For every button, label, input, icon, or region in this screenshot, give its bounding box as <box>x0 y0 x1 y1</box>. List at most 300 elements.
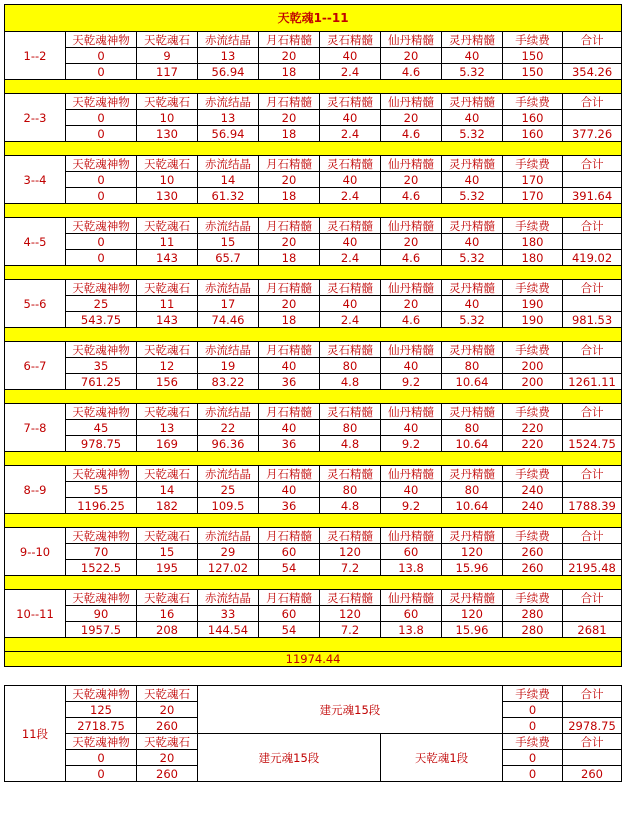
level-cost-cell[interactable]: 56.94 <box>198 64 259 80</box>
column-header[interactable]: 月石精髓 <box>259 280 320 296</box>
bottom-cell[interactable]: 260 <box>137 718 198 734</box>
level-qty-cell[interactable]: 40 <box>320 110 381 126</box>
level-qty-cell[interactable]: 55 <box>66 482 137 498</box>
level-cost-cell[interactable]: 4.8 <box>320 498 381 514</box>
column-header[interactable]: 合计 <box>563 218 622 234</box>
level-cost-cell[interactable]: 9.2 <box>381 498 442 514</box>
level-qty-cell[interactable] <box>563 358 622 374</box>
column-header[interactable]: 赤流结晶 <box>198 342 259 358</box>
level-cost-cell[interactable]: 150 <box>503 64 563 80</box>
level-cost-cell[interactable]: 7.2 <box>320 622 381 638</box>
level-cost-cell[interactable]: 4.6 <box>381 188 442 204</box>
column-header[interactable]: 赤流结晶 <box>198 218 259 234</box>
level-cost-cell[interactable]: 0 <box>66 188 137 204</box>
level-qty-cell[interactable]: 80 <box>442 482 503 498</box>
level-qty-cell[interactable]: 240 <box>503 482 563 498</box>
level-qty-cell[interactable]: 20 <box>259 234 320 250</box>
level-qty-cell[interactable]: 260 <box>503 544 563 560</box>
column-header[interactable]: 合计 <box>563 466 622 482</box>
column-header[interactable]: 天乾魂石 <box>137 404 198 420</box>
level-cost-cell[interactable]: 391.64 <box>563 188 622 204</box>
level-qty-cell[interactable]: 40 <box>442 296 503 312</box>
bottom-header-cell[interactable]: 天乾魂神物 <box>66 734 137 750</box>
level-cost-cell[interactable]: 978.75 <box>66 436 137 452</box>
level-cost-cell[interactable]: 419.02 <box>563 250 622 266</box>
level-cost-cell[interactable]: 4.8 <box>320 436 381 452</box>
column-header[interactable]: 灵丹精髓 <box>442 280 503 296</box>
column-header[interactable]: 天乾魂神物 <box>66 466 137 482</box>
column-header[interactable]: 月石精髓 <box>259 218 320 234</box>
column-header[interactable]: 灵石精髓 <box>320 218 381 234</box>
level-label[interactable]: 5--6 <box>5 280 66 328</box>
level-cost-cell[interactable]: 200 <box>503 374 563 390</box>
level-cost-cell[interactable]: 1788.39 <box>563 498 622 514</box>
level-cost-cell[interactable]: 761.25 <box>66 374 137 390</box>
column-header[interactable]: 仙丹精髓 <box>381 528 442 544</box>
bottom-cell[interactable]: 0 <box>503 750 563 766</box>
bottom-cell[interactable]: 0 <box>503 766 563 782</box>
column-header[interactable]: 赤流结晶 <box>198 94 259 110</box>
level-qty-cell[interactable]: 40 <box>259 482 320 498</box>
level-cost-cell[interactable]: 18 <box>259 250 320 266</box>
level-qty-cell[interactable]: 200 <box>503 358 563 374</box>
level-cost-cell[interactable]: 156 <box>137 374 198 390</box>
column-header[interactable]: 天乾魂神物 <box>66 32 137 48</box>
bottom-mid-bottom-right-label[interactable]: 天乾魂1段 <box>381 734 503 782</box>
level-label[interactable]: 4--5 <box>5 218 66 266</box>
column-header[interactable]: 灵丹精髓 <box>442 342 503 358</box>
level-qty-cell[interactable]: 22 <box>198 420 259 436</box>
level-cost-cell[interactable]: 56.94 <box>198 126 259 142</box>
level-label[interactable]: 2--3 <box>5 94 66 142</box>
bottom-mid-top-label[interactable]: 建元魂15段 <box>198 686 503 734</box>
level-qty-cell[interactable]: 40 <box>442 234 503 250</box>
column-header[interactable]: 天乾魂石 <box>137 590 198 606</box>
column-header[interactable]: 仙丹精髓 <box>381 280 442 296</box>
level-qty-cell[interactable]: 40 <box>381 420 442 436</box>
level-cost-cell[interactable]: 74.46 <box>198 312 259 328</box>
column-header[interactable]: 天乾魂石 <box>137 342 198 358</box>
column-header[interactable]: 月石精髓 <box>259 466 320 482</box>
column-header[interactable]: 天乾魂神物 <box>66 528 137 544</box>
column-header[interactable]: 灵石精髓 <box>320 32 381 48</box>
level-qty-cell[interactable] <box>563 420 622 436</box>
column-header[interactable]: 赤流结晶 <box>198 280 259 296</box>
level-qty-cell[interactable]: 10 <box>137 110 198 126</box>
bottom-header-cell[interactable]: 天乾魂石 <box>137 734 198 750</box>
level-qty-cell[interactable]: 10 <box>137 172 198 188</box>
level-cost-cell[interactable]: 1524.75 <box>563 436 622 452</box>
column-header[interactable]: 仙丹精髓 <box>381 466 442 482</box>
column-header[interactable]: 手续费 <box>503 218 563 234</box>
level-cost-cell[interactable]: 83.22 <box>198 374 259 390</box>
column-header[interactable]: 灵石精髓 <box>320 590 381 606</box>
level-qty-cell[interactable]: 40 <box>259 358 320 374</box>
level-qty-cell[interactable]: 40 <box>381 482 442 498</box>
level-qty-cell[interactable]: 15 <box>198 234 259 250</box>
level-qty-cell[interactable]: 9 <box>137 48 198 64</box>
column-header[interactable]: 合计 <box>563 280 622 296</box>
level-label[interactable]: 7--8 <box>5 404 66 452</box>
level-qty-cell[interactable]: 120 <box>320 544 381 560</box>
column-header[interactable]: 灵丹精髓 <box>442 590 503 606</box>
level-qty-cell[interactable]: 40 <box>320 48 381 64</box>
level-cost-cell[interactable]: 5.32 <box>442 312 503 328</box>
bottom-cell[interactable]: 2978.75 <box>563 718 622 734</box>
level-cost-cell[interactable]: 15.96 <box>442 622 503 638</box>
level-cost-cell[interactable]: 143 <box>137 250 198 266</box>
bottom-sum-header[interactable]: 合计 <box>563 734 622 750</box>
level-cost-cell[interactable]: 65.7 <box>198 250 259 266</box>
level-qty-cell[interactable]: 25 <box>66 296 137 312</box>
level-cost-cell[interactable]: 130 <box>137 188 198 204</box>
level-qty-cell[interactable]: 170 <box>503 172 563 188</box>
column-header[interactable]: 天乾魂石 <box>137 280 198 296</box>
column-header[interactable]: 合计 <box>563 528 622 544</box>
level-cost-cell[interactable]: 354.26 <box>563 64 622 80</box>
level-qty-cell[interactable]: 60 <box>381 544 442 560</box>
bottom-cell[interactable]: 0 <box>503 702 563 718</box>
column-header[interactable]: 灵石精髓 <box>320 404 381 420</box>
level-label[interactable]: 1--2 <box>5 32 66 80</box>
level-qty-cell[interactable] <box>563 606 622 622</box>
bottom-cell[interactable]: 260 <box>563 766 622 782</box>
level-qty-cell[interactable]: 80 <box>320 482 381 498</box>
level-qty-cell[interactable]: 20 <box>381 172 442 188</box>
level-qty-cell[interactable]: 15 <box>137 544 198 560</box>
level-qty-cell[interactable]: 12 <box>137 358 198 374</box>
level-qty-cell[interactable]: 180 <box>503 234 563 250</box>
column-header[interactable]: 天乾魂神物 <box>66 342 137 358</box>
bottom-cell[interactable] <box>563 750 622 766</box>
level-qty-cell[interactable]: 80 <box>442 420 503 436</box>
column-header[interactable]: 灵丹精髓 <box>442 404 503 420</box>
level-qty-cell[interactable]: 220 <box>503 420 563 436</box>
column-header[interactable]: 手续费 <box>503 32 563 48</box>
level-cost-cell[interactable]: 54 <box>259 560 320 576</box>
column-header[interactable]: 灵丹精髓 <box>442 156 503 172</box>
level-label[interactable]: 9--10 <box>5 528 66 576</box>
column-header[interactable]: 月石精髓 <box>259 404 320 420</box>
level-qty-cell[interactable]: 40 <box>320 172 381 188</box>
level-qty-cell[interactable]: 13 <box>137 420 198 436</box>
level-cost-cell[interactable]: 169 <box>137 436 198 452</box>
level-cost-cell[interactable]: 5.32 <box>442 126 503 142</box>
level-cost-cell[interactable]: 4.6 <box>381 64 442 80</box>
column-header[interactable]: 灵丹精髓 <box>442 218 503 234</box>
column-header[interactable]: 灵石精髓 <box>320 342 381 358</box>
column-header[interactable]: 灵石精髓 <box>320 528 381 544</box>
level-qty-cell[interactable]: 150 <box>503 48 563 64</box>
level-cost-cell[interactable]: 10.64 <box>442 374 503 390</box>
level-qty-cell[interactable]: 40 <box>442 48 503 64</box>
column-header[interactable]: 月石精髓 <box>259 590 320 606</box>
level-cost-cell[interactable]: 10.64 <box>442 498 503 514</box>
column-header[interactable]: 手续费 <box>503 528 563 544</box>
column-header[interactable]: 灵石精髓 <box>320 280 381 296</box>
level-cost-cell[interactable]: 18 <box>259 64 320 80</box>
level-label[interactable]: 3--4 <box>5 156 66 204</box>
bottom-cell[interactable]: 20 <box>137 750 198 766</box>
level-qty-cell[interactable]: 11 <box>137 296 198 312</box>
level-cost-cell[interactable]: 543.75 <box>66 312 137 328</box>
level-qty-cell[interactable]: 19 <box>198 358 259 374</box>
level-cost-cell[interactable]: 9.2 <box>381 436 442 452</box>
column-header[interactable]: 合计 <box>563 94 622 110</box>
level-cost-cell[interactable]: 13.8 <box>381 560 442 576</box>
level-cost-cell[interactable]: 5.32 <box>442 250 503 266</box>
column-header[interactable]: 合计 <box>563 32 622 48</box>
column-header[interactable]: 赤流结晶 <box>198 590 259 606</box>
level-label[interactable]: 10--11 <box>5 590 66 638</box>
level-qty-cell[interactable]: 40 <box>320 234 381 250</box>
level-qty-cell[interactable]: 17 <box>198 296 259 312</box>
column-header[interactable]: 月石精髓 <box>259 32 320 48</box>
bottom-cell[interactable]: 2718.75 <box>66 718 137 734</box>
level-cost-cell[interactable]: 4.6 <box>381 250 442 266</box>
level-cost-cell[interactable]: 130 <box>137 126 198 142</box>
level-cost-cell[interactable]: 195 <box>137 560 198 576</box>
level-qty-cell[interactable]: 40 <box>259 420 320 436</box>
level-cost-cell[interactable]: 1261.11 <box>563 374 622 390</box>
column-header[interactable]: 天乾魂神物 <box>66 218 137 234</box>
bottom-cell[interactable] <box>563 702 622 718</box>
column-header[interactable]: 灵丹精髓 <box>442 32 503 48</box>
level-qty-cell[interactable] <box>563 234 622 250</box>
column-header[interactable]: 灵丹精髓 <box>442 466 503 482</box>
column-header[interactable]: 仙丹精髓 <box>381 342 442 358</box>
level-cost-cell[interactable]: 2195.48 <box>563 560 622 576</box>
level-cost-cell[interactable]: 36 <box>259 436 320 452</box>
level-qty-cell[interactable]: 14 <box>198 172 259 188</box>
level-qty-cell[interactable]: 120 <box>442 606 503 622</box>
level-cost-cell[interactable]: 240 <box>503 498 563 514</box>
column-header[interactable]: 天乾魂神物 <box>66 280 137 296</box>
column-header[interactable]: 赤流结晶 <box>198 32 259 48</box>
level-qty-cell[interactable] <box>563 110 622 126</box>
level-qty-cell[interactable]: 16 <box>137 606 198 622</box>
level-qty-cell[interactable]: 11 <box>137 234 198 250</box>
column-header[interactable]: 仙丹精髓 <box>381 94 442 110</box>
bottom-cell[interactable]: 0 <box>503 718 563 734</box>
level-qty-cell[interactable]: 20 <box>259 110 320 126</box>
column-header[interactable]: 手续费 <box>503 466 563 482</box>
level-qty-cell[interactable]: 80 <box>442 358 503 374</box>
column-header[interactable]: 天乾魂石 <box>137 466 198 482</box>
level-cost-cell[interactable]: 170 <box>503 188 563 204</box>
level-qty-cell[interactable]: 20 <box>381 48 442 64</box>
level-qty-cell[interactable]: 29 <box>198 544 259 560</box>
level-qty-cell[interactable]: 20 <box>259 172 320 188</box>
bottom-fee-header[interactable]: 手续费 <box>503 686 563 702</box>
level-cost-cell[interactable]: 15.96 <box>442 560 503 576</box>
level-qty-cell[interactable]: 0 <box>66 234 137 250</box>
level-cost-cell[interactable]: 10.64 <box>442 436 503 452</box>
bottom-header-cell[interactable]: 天乾魂石 <box>137 686 198 702</box>
level-cost-cell[interactable]: 190 <box>503 312 563 328</box>
level-qty-cell[interactable]: 40 <box>320 296 381 312</box>
level-qty-cell[interactable]: 80 <box>320 420 381 436</box>
level-qty-cell[interactable] <box>563 482 622 498</box>
column-header[interactable]: 天乾魂石 <box>137 218 198 234</box>
level-cost-cell[interactable]: 18 <box>259 312 320 328</box>
level-cost-cell[interactable]: 180 <box>503 250 563 266</box>
segment-label[interactable]: 11段 <box>5 686 66 782</box>
level-qty-cell[interactable]: 14 <box>137 482 198 498</box>
level-qty-cell[interactable]: 20 <box>381 234 442 250</box>
column-header[interactable]: 天乾魂石 <box>137 156 198 172</box>
column-header[interactable]: 仙丹精髓 <box>381 32 442 48</box>
level-cost-cell[interactable]: 2.4 <box>320 250 381 266</box>
level-qty-cell[interactable]: 60 <box>259 606 320 622</box>
level-label[interactable]: 6--7 <box>5 342 66 390</box>
grand-total[interactable]: 11974.44 <box>5 652 622 667</box>
level-cost-cell[interactable]: 144.54 <box>198 622 259 638</box>
column-header[interactable]: 赤流结晶 <box>198 528 259 544</box>
level-cost-cell[interactable]: 2.4 <box>320 126 381 142</box>
level-qty-cell[interactable]: 160 <box>503 110 563 126</box>
level-qty-cell[interactable]: 90 <box>66 606 137 622</box>
column-header[interactable]: 赤流结晶 <box>198 466 259 482</box>
column-header[interactable]: 月石精髓 <box>259 342 320 358</box>
level-qty-cell[interactable]: 280 <box>503 606 563 622</box>
level-cost-cell[interactable]: 182 <box>137 498 198 514</box>
level-qty-cell[interactable] <box>563 544 622 560</box>
level-qty-cell[interactable]: 13 <box>198 110 259 126</box>
level-qty-cell[interactable]: 0 <box>66 48 137 64</box>
level-cost-cell[interactable]: 2.4 <box>320 188 381 204</box>
level-cost-cell[interactable]: 54 <box>259 622 320 638</box>
sheet-title[interactable]: 天乾魂1--11 <box>5 5 622 32</box>
level-cost-cell[interactable]: 2.4 <box>320 64 381 80</box>
level-qty-cell[interactable]: 13 <box>198 48 259 64</box>
column-header[interactable]: 手续费 <box>503 156 563 172</box>
level-cost-cell[interactable]: 117 <box>137 64 198 80</box>
column-header[interactable]: 仙丹精髓 <box>381 218 442 234</box>
column-header[interactable]: 天乾魂石 <box>137 528 198 544</box>
level-cost-cell[interactable]: 2681 <box>563 622 622 638</box>
level-qty-cell[interactable]: 20 <box>381 296 442 312</box>
column-header[interactable]: 赤流结晶 <box>198 404 259 420</box>
column-header[interactable]: 天乾魂石 <box>137 94 198 110</box>
level-cost-cell[interactable]: 7.2 <box>320 560 381 576</box>
level-cost-cell[interactable]: 18 <box>259 126 320 142</box>
level-cost-cell[interactable]: 5.32 <box>442 64 503 80</box>
level-cost-cell[interactable]: 1957.5 <box>66 622 137 638</box>
level-qty-cell[interactable]: 70 <box>66 544 137 560</box>
level-qty-cell[interactable]: 20 <box>259 296 320 312</box>
column-header[interactable]: 天乾魂神物 <box>66 156 137 172</box>
column-header[interactable]: 合计 <box>563 342 622 358</box>
column-header[interactable]: 手续费 <box>503 404 563 420</box>
level-cost-cell[interactable]: 18 <box>259 188 320 204</box>
level-qty-cell[interactable]: 25 <box>198 482 259 498</box>
level-qty-cell[interactable]: 120 <box>442 544 503 560</box>
level-qty-cell[interactable]: 40 <box>381 358 442 374</box>
bottom-cell[interactable]: 125 <box>66 702 137 718</box>
column-header[interactable]: 月石精髓 <box>259 156 320 172</box>
level-cost-cell[interactable]: 160 <box>503 126 563 142</box>
bottom-sum-header[interactable]: 合计 <box>563 686 622 702</box>
bottom-cell[interactable]: 0 <box>66 766 137 782</box>
level-qty-cell[interactable]: 80 <box>320 358 381 374</box>
column-header[interactable]: 灵石精髓 <box>320 156 381 172</box>
level-qty-cell[interactable]: 60 <box>381 606 442 622</box>
column-header[interactable]: 灵石精髓 <box>320 94 381 110</box>
level-qty-cell[interactable]: 20 <box>381 110 442 126</box>
bottom-cell[interactable]: 0 <box>66 750 137 766</box>
level-cost-cell[interactable]: 280 <box>503 622 563 638</box>
level-qty-cell[interactable] <box>563 296 622 312</box>
level-qty-cell[interactable]: 120 <box>320 606 381 622</box>
level-cost-cell[interactable]: 260 <box>503 560 563 576</box>
level-qty-cell[interactable]: 0 <box>66 172 137 188</box>
level-cost-cell[interactable]: 5.32 <box>442 188 503 204</box>
column-header[interactable]: 月石精髓 <box>259 94 320 110</box>
level-cost-cell[interactable]: 220 <box>503 436 563 452</box>
level-cost-cell[interactable]: 208 <box>137 622 198 638</box>
level-cost-cell[interactable]: 4.8 <box>320 374 381 390</box>
level-cost-cell[interactable]: 143 <box>137 312 198 328</box>
bottom-cell[interactable]: 260 <box>137 766 198 782</box>
level-qty-cell[interactable]: 40 <box>442 110 503 126</box>
level-cost-cell[interactable]: 377.26 <box>563 126 622 142</box>
level-qty-cell[interactable]: 190 <box>503 296 563 312</box>
level-cost-cell[interactable]: 36 <box>259 374 320 390</box>
level-qty-cell[interactable]: 40 <box>442 172 503 188</box>
column-header[interactable]: 手续费 <box>503 342 563 358</box>
level-cost-cell[interactable]: 2.4 <box>320 312 381 328</box>
column-header[interactable]: 仙丹精髓 <box>381 156 442 172</box>
level-cost-cell[interactable]: 127.02 <box>198 560 259 576</box>
column-header[interactable]: 天乾魂神物 <box>66 590 137 606</box>
level-qty-cell[interactable]: 35 <box>66 358 137 374</box>
level-cost-cell[interactable]: 96.36 <box>198 436 259 452</box>
level-qty-cell[interactable]: 20 <box>259 48 320 64</box>
level-cost-cell[interactable]: 0 <box>66 126 137 142</box>
column-header[interactable]: 合计 <box>563 156 622 172</box>
level-qty-cell[interactable]: 45 <box>66 420 137 436</box>
level-qty-cell[interactable]: 33 <box>198 606 259 622</box>
level-cost-cell[interactable]: 109.5 <box>198 498 259 514</box>
column-header[interactable]: 灵石精髓 <box>320 466 381 482</box>
column-header[interactable]: 天乾魂神物 <box>66 404 137 420</box>
bottom-fee-header[interactable]: 手续费 <box>503 734 563 750</box>
level-cost-cell[interactable]: 0 <box>66 64 137 80</box>
level-qty-cell[interactable] <box>563 48 622 64</box>
level-cost-cell[interactable]: 36 <box>259 498 320 514</box>
column-header[interactable]: 天乾魂石 <box>137 32 198 48</box>
column-header[interactable]: 仙丹精髓 <box>381 404 442 420</box>
level-qty-cell[interactable]: 60 <box>259 544 320 560</box>
bottom-mid-bottom-left-label[interactable]: 建元魂15段 <box>198 734 381 782</box>
column-header[interactable]: 天乾魂神物 <box>66 94 137 110</box>
column-header[interactable]: 手续费 <box>503 280 563 296</box>
level-cost-cell[interactable]: 1196.25 <box>66 498 137 514</box>
level-cost-cell[interactable]: 1522.5 <box>66 560 137 576</box>
column-header[interactable]: 合计 <box>563 404 622 420</box>
level-label[interactable]: 8--9 <box>5 466 66 514</box>
level-cost-cell[interactable]: 61.32 <box>198 188 259 204</box>
column-header[interactable]: 手续费 <box>503 590 563 606</box>
level-cost-cell[interactable]: 4.6 <box>381 312 442 328</box>
level-qty-cell[interactable] <box>563 172 622 188</box>
level-qty-cell[interactable]: 0 <box>66 110 137 126</box>
level-cost-cell[interactable]: 981.53 <box>563 312 622 328</box>
column-header[interactable]: 赤流结晶 <box>198 156 259 172</box>
level-cost-cell[interactable]: 0 <box>66 250 137 266</box>
level-cost-cell[interactable]: 9.2 <box>381 374 442 390</box>
